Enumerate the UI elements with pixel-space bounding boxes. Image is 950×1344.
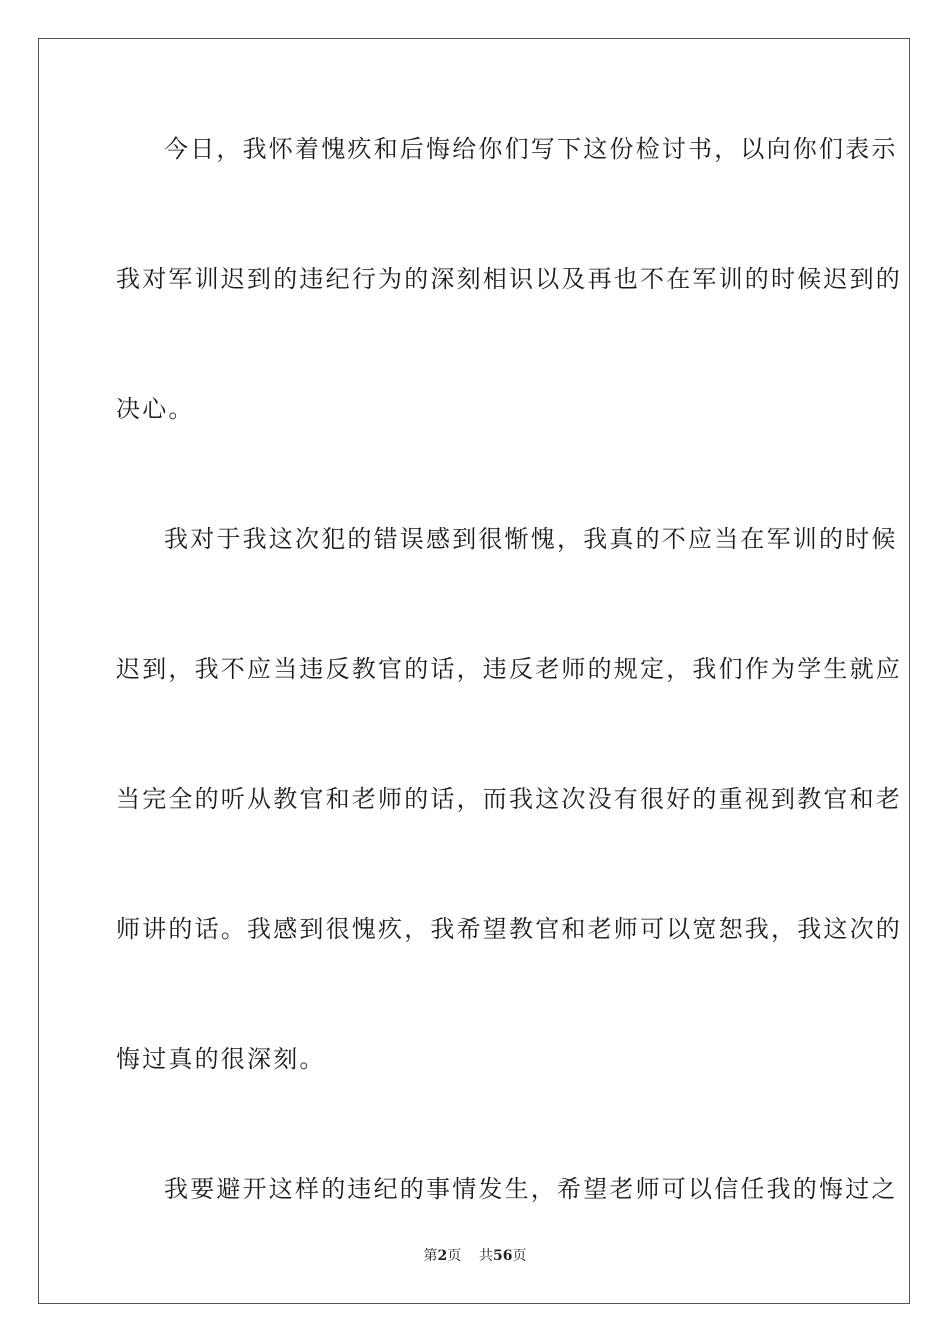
page-prefix: 第 [423, 1248, 438, 1264]
page-number: 2 [437, 1248, 448, 1264]
total-pages: 56 [493, 1248, 513, 1264]
text-line: 今日，我怀着愧疚和后悔给你们写下这份检讨书，以向你们表示 [164, 135, 898, 163]
total-suffix: 页 [512, 1248, 527, 1264]
text-line: 决心。 [116, 395, 195, 423]
page-footer [0, 1247, 950, 1265]
page-suffix: 页 [447, 1248, 462, 1264]
text-line: 我要避开这样的违纪的事情发生，希望老师可以信任我的悔过之 [164, 1175, 898, 1203]
text-line: 师讲的话。我感到很愧疚，我希望教官和老师可以宽恕我，我这次的 [116, 915, 902, 943]
text-line: 悔过真的很深刻。 [116, 1045, 326, 1073]
text-line: 我对军训迟到的违纪行为的深刻相识以及再也不在军训的时候迟到的 [116, 265, 902, 293]
text-line: 当完全的听从教官和老师的话，而我这次没有很好的重视到教官和老 [116, 785, 902, 813]
total-prefix: 共 [479, 1248, 494, 1264]
text-line: 迟到，我不应当违反教官的话，违反老师的规定，我们作为学生就应 [116, 655, 902, 683]
text-line: 我对于我这次犯的错误感到很惭愧，我真的不应当在军训的时候 [164, 525, 898, 553]
